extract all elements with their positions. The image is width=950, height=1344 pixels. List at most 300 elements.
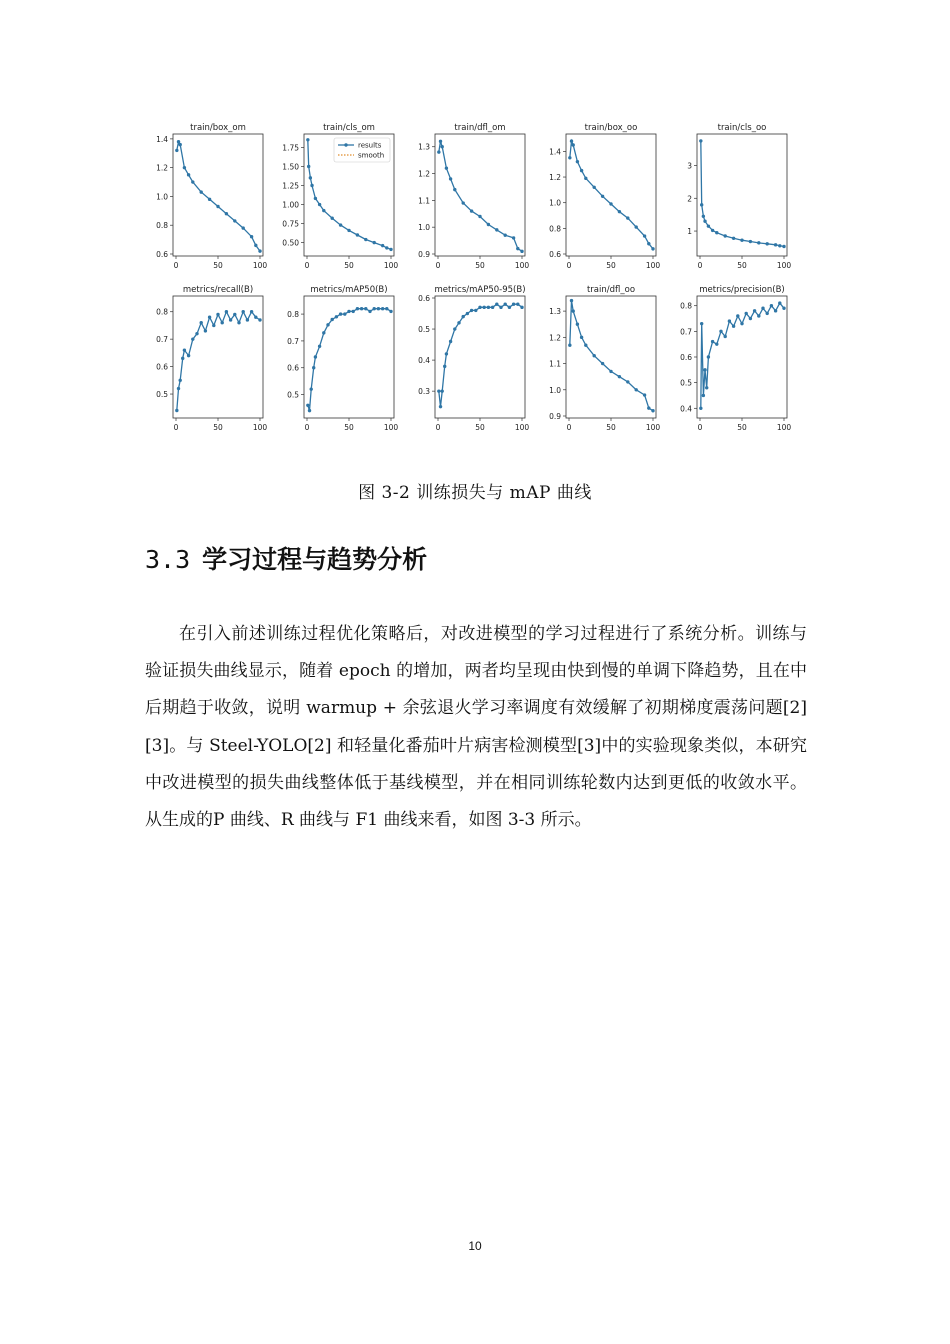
data-point bbox=[774, 243, 777, 246]
chart-title: train/dfl_om bbox=[454, 123, 506, 133]
data-point bbox=[449, 340, 452, 343]
x-tick-label: 100 bbox=[252, 423, 268, 432]
y-tick-label: 1.2 bbox=[156, 163, 168, 173]
data-point bbox=[175, 409, 178, 412]
x-tick-label: 0 bbox=[697, 261, 703, 270]
data-point bbox=[318, 345, 321, 348]
y-tick-label: 0.75 bbox=[282, 219, 299, 229]
y-tick-label: 0.50 bbox=[282, 238, 299, 248]
data-point bbox=[778, 301, 781, 304]
chart-panel bbox=[549, 285, 660, 432]
data-point bbox=[364, 307, 367, 310]
data-point bbox=[699, 139, 702, 142]
chart-title: train/cls_oo bbox=[717, 123, 767, 133]
data-point bbox=[242, 310, 245, 313]
data-point bbox=[318, 203, 321, 206]
data-point bbox=[700, 203, 703, 206]
x-tick-label: 50 bbox=[737, 261, 747, 270]
data-point bbox=[635, 388, 638, 391]
data-point bbox=[191, 337, 194, 340]
data-point bbox=[516, 247, 519, 250]
y-tick-label: 3 bbox=[687, 161, 692, 171]
data-point bbox=[601, 362, 604, 365]
data-point bbox=[208, 316, 211, 319]
y-tick-label: 0.8 bbox=[549, 224, 561, 234]
section-heading bbox=[145, 540, 427, 576]
data-point bbox=[584, 344, 587, 347]
data-point bbox=[647, 242, 650, 245]
y-tick-label: 1.3 bbox=[418, 142, 430, 152]
data-point bbox=[441, 145, 444, 148]
data-point bbox=[368, 310, 371, 313]
data-point bbox=[647, 406, 650, 409]
data-point bbox=[753, 309, 756, 312]
data-point bbox=[314, 355, 317, 358]
x-tick-label: 100 bbox=[383, 423, 399, 432]
data-point bbox=[462, 315, 465, 318]
data-point bbox=[229, 318, 232, 321]
y-tick-label: 0.7 bbox=[156, 335, 168, 345]
x-tick-label: 100 bbox=[776, 261, 792, 270]
data-point bbox=[347, 229, 350, 232]
x-tick-label: 0 bbox=[304, 423, 310, 432]
data-point bbox=[732, 325, 735, 328]
data-point bbox=[216, 205, 219, 208]
y-tick-label: 1.0 bbox=[549, 385, 561, 395]
y-tick-label: 0.6 bbox=[156, 250, 168, 259]
data-point bbox=[441, 389, 444, 392]
plot-frame bbox=[566, 134, 656, 256]
y-tick-label: 1.75 bbox=[282, 143, 299, 153]
data-point bbox=[242, 226, 245, 229]
data-point bbox=[437, 389, 440, 392]
y-tick-label: 0.8 bbox=[156, 221, 168, 231]
chart-panel bbox=[282, 123, 398, 270]
data-point bbox=[711, 340, 714, 343]
x-tick-label: 50 bbox=[606, 423, 616, 432]
y-tick-label: 0.4 bbox=[418, 356, 430, 366]
x-tick-label: 100 bbox=[776, 423, 792, 432]
series-line bbox=[177, 312, 260, 411]
data-point bbox=[584, 177, 587, 180]
data-point bbox=[326, 323, 329, 326]
y-tick-label: 0.6 bbox=[680, 353, 692, 362]
data-point bbox=[703, 368, 706, 371]
data-point bbox=[609, 202, 612, 205]
data-point bbox=[212, 324, 215, 327]
y-tick-label: 0.7 bbox=[680, 327, 692, 337]
series-line bbox=[701, 303, 784, 408]
data-point bbox=[572, 309, 575, 312]
x-tick-label: 100 bbox=[252, 261, 268, 270]
data-point bbox=[745, 312, 748, 315]
data-point bbox=[749, 240, 752, 243]
data-point bbox=[700, 322, 703, 325]
data-point bbox=[360, 307, 363, 310]
plot-frame bbox=[566, 296, 656, 418]
data-point bbox=[568, 156, 571, 159]
chart-title: train/dfl_oo bbox=[586, 285, 636, 295]
data-point bbox=[445, 166, 448, 169]
y-tick-label: 1.0 bbox=[156, 192, 168, 202]
data-point bbox=[200, 190, 203, 193]
data-point bbox=[478, 215, 481, 218]
data-point bbox=[707, 224, 710, 227]
data-point bbox=[445, 352, 448, 355]
data-point bbox=[216, 313, 219, 316]
data-point bbox=[782, 245, 785, 248]
data-point bbox=[491, 306, 494, 309]
data-point bbox=[306, 138, 309, 141]
series-line bbox=[439, 304, 522, 407]
data-point bbox=[580, 169, 583, 172]
data-point bbox=[736, 314, 739, 317]
x-tick-label: 50 bbox=[344, 423, 354, 432]
data-point bbox=[347, 310, 350, 313]
data-point bbox=[512, 236, 515, 239]
data-point bbox=[495, 303, 498, 306]
x-tick-label: 50 bbox=[213, 261, 223, 270]
data-point bbox=[724, 234, 727, 237]
data-point bbox=[512, 303, 515, 306]
data-point bbox=[335, 315, 338, 318]
chart-title: train/box_oo bbox=[584, 123, 638, 133]
data-point bbox=[576, 160, 579, 163]
data-point bbox=[782, 307, 785, 310]
legend-label: smooth bbox=[358, 151, 385, 160]
data-point bbox=[187, 354, 190, 357]
y-tick-label: 1.2 bbox=[549, 333, 561, 343]
series-line bbox=[177, 142, 260, 251]
data-point bbox=[483, 306, 486, 309]
data-point bbox=[437, 150, 440, 153]
x-tick-label: 0 bbox=[566, 423, 572, 432]
data-point bbox=[356, 307, 359, 310]
figure-svg bbox=[140, 120, 810, 446]
data-point bbox=[626, 216, 629, 219]
y-tick-label: 0.5 bbox=[156, 390, 168, 400]
data-point bbox=[761, 307, 764, 310]
data-point bbox=[385, 246, 388, 249]
data-point bbox=[504, 303, 507, 306]
data-point bbox=[504, 234, 507, 237]
data-point bbox=[702, 394, 705, 397]
x-tick-label: 50 bbox=[213, 423, 223, 432]
chart-title: metrics/recall(B) bbox=[182, 285, 254, 295]
y-tick-label: 1.4 bbox=[156, 134, 168, 144]
series-line bbox=[570, 301, 653, 411]
data-point bbox=[715, 342, 718, 345]
data-point bbox=[208, 198, 211, 201]
data-point bbox=[626, 380, 629, 383]
data-point bbox=[233, 219, 236, 222]
data-point bbox=[643, 393, 646, 396]
y-tick-label: 1.0 bbox=[549, 198, 561, 208]
y-tick-label: 1.50 bbox=[282, 162, 299, 172]
data-point bbox=[520, 306, 523, 309]
y-tick-label: 0.8 bbox=[680, 301, 692, 311]
data-point bbox=[593, 354, 596, 357]
y-tick-label: 0.5 bbox=[287, 390, 299, 400]
chart-panel bbox=[418, 285, 529, 432]
data-point bbox=[443, 365, 446, 368]
y-tick-label: 1.2 bbox=[549, 173, 561, 183]
data-point bbox=[179, 143, 182, 146]
data-point bbox=[740, 322, 743, 325]
data-point bbox=[306, 404, 309, 407]
data-point bbox=[766, 312, 769, 315]
y-tick-label: 1.25 bbox=[282, 181, 299, 191]
data-point bbox=[339, 223, 342, 226]
x-tick-label: 100 bbox=[514, 261, 530, 270]
data-point bbox=[439, 140, 442, 143]
x-tick-label: 50 bbox=[475, 261, 485, 270]
y-tick-label: 0.9 bbox=[549, 412, 561, 421]
y-tick-label: 0.9 bbox=[418, 250, 430, 259]
data-point bbox=[177, 140, 180, 143]
chart-title: train/cls_om bbox=[323, 123, 375, 133]
x-tick-label: 50 bbox=[344, 261, 354, 270]
x-tick-label: 0 bbox=[435, 423, 441, 432]
data-point bbox=[457, 321, 460, 324]
data-point bbox=[322, 209, 325, 212]
chart-panel bbox=[549, 123, 660, 270]
plot-frame bbox=[435, 296, 525, 418]
data-point bbox=[774, 309, 777, 312]
data-point bbox=[740, 239, 743, 242]
data-point bbox=[314, 197, 317, 200]
data-point bbox=[520, 250, 523, 253]
data-point bbox=[508, 306, 511, 309]
data-point bbox=[699, 407, 702, 410]
data-point bbox=[225, 212, 228, 215]
figure-training-curves bbox=[140, 120, 810, 450]
x-tick-label: 0 bbox=[697, 423, 703, 432]
data-point bbox=[352, 310, 355, 313]
y-tick-label: 1.1 bbox=[549, 359, 561, 369]
data-point bbox=[724, 335, 727, 338]
data-point bbox=[732, 237, 735, 240]
data-point bbox=[570, 139, 573, 142]
x-tick-label: 50 bbox=[737, 423, 747, 432]
data-point bbox=[618, 375, 621, 378]
data-point bbox=[339, 312, 342, 315]
data-point bbox=[470, 309, 473, 312]
data-point bbox=[495, 228, 498, 231]
data-point bbox=[179, 379, 182, 382]
data-point bbox=[254, 316, 257, 319]
plot-frame bbox=[304, 296, 394, 418]
y-tick-label: 0.6 bbox=[287, 363, 299, 373]
data-point bbox=[474, 309, 477, 312]
data-point bbox=[322, 331, 325, 334]
data-point bbox=[237, 321, 240, 324]
data-point bbox=[462, 201, 465, 204]
y-tick-label: 1.4 bbox=[549, 147, 561, 157]
data-point bbox=[225, 310, 228, 313]
data-point bbox=[381, 307, 384, 310]
data-point bbox=[175, 149, 178, 152]
chart-title: metrics/precision(B) bbox=[699, 285, 785, 295]
y-tick-label: 2 bbox=[687, 194, 692, 204]
data-point bbox=[719, 330, 722, 333]
y-tick-label: 0.5 bbox=[680, 378, 692, 388]
y-tick-label: 0.8 bbox=[156, 307, 168, 317]
y-tick-label: 0.6 bbox=[156, 362, 168, 372]
chart-panel bbox=[287, 285, 398, 432]
data-point bbox=[312, 366, 315, 369]
data-point bbox=[389, 248, 392, 251]
chart-panel bbox=[680, 285, 791, 432]
data-point bbox=[757, 241, 760, 244]
chart-title: metrics/mAP50(B) bbox=[310, 285, 388, 295]
data-point bbox=[570, 299, 573, 302]
data-point bbox=[258, 249, 261, 252]
data-point bbox=[373, 241, 376, 244]
y-tick-label: 1.0 bbox=[418, 223, 430, 233]
data-point bbox=[200, 321, 203, 324]
x-tick-label: 0 bbox=[566, 261, 572, 270]
y-tick-label: 0.4 bbox=[680, 404, 692, 414]
data-point bbox=[307, 165, 310, 168]
chart-title: train/box_om bbox=[190, 123, 246, 133]
data-point bbox=[183, 166, 186, 169]
section-title: 学习过程与趋势分析 bbox=[202, 545, 428, 574]
data-point bbox=[466, 312, 469, 315]
data-point bbox=[258, 318, 261, 321]
x-tick-label: 50 bbox=[606, 261, 616, 270]
data-point bbox=[309, 176, 312, 179]
data-point bbox=[449, 177, 452, 180]
data-point bbox=[310, 184, 313, 187]
legend-results-marker bbox=[344, 143, 347, 146]
data-point bbox=[568, 344, 571, 347]
x-tick-label: 100 bbox=[645, 261, 661, 270]
data-point bbox=[377, 307, 380, 310]
x-tick-label: 0 bbox=[173, 423, 179, 432]
data-point bbox=[195, 332, 198, 335]
data-point bbox=[310, 387, 313, 390]
y-tick-label: 0.5 bbox=[418, 325, 430, 335]
y-tick-label: 0.7 bbox=[287, 336, 299, 346]
data-point bbox=[364, 238, 367, 241]
plot-frame bbox=[697, 296, 787, 418]
data-point bbox=[651, 409, 654, 412]
section-number: 3.3 bbox=[145, 545, 191, 574]
chart-panel bbox=[156, 285, 267, 432]
data-point bbox=[246, 318, 249, 321]
data-point bbox=[343, 312, 346, 315]
data-point bbox=[191, 180, 194, 183]
x-tick-label: 0 bbox=[173, 261, 179, 270]
data-point bbox=[453, 188, 456, 191]
data-point bbox=[711, 229, 714, 232]
plot-frame bbox=[697, 134, 787, 256]
body-paragraph: 在引入前述训练过程优化策略后，对改进模型的学习过程进行了系统分析。训练与验证损失曲线显示，随着 epoch 的增加，两者均呈现由快到慢的单调下降趋势，且在中后期趋于收敛，说明 warmup + 余弦退火学习率调度有效缓解了初期梯度震荡问题[2][3]。与 Steel-YOLO[2] 和轻量化番茄叶片病害检测模型[3]中的实验现象类似，本研究中改进模型的损失曲线整体低于基线模型，并在相同训练轮数内达到更低的收敛水平。从生成的P 曲线、R 曲线与 F1 曲线来看，如图 3-3 所示。 bbox=[145, 624, 807, 831]
y-tick-label: 1.2 bbox=[418, 169, 430, 179]
legend-label: results bbox=[358, 141, 382, 150]
x-tick-label: 100 bbox=[645, 423, 661, 432]
series-line bbox=[308, 309, 391, 411]
plot-frame bbox=[173, 134, 263, 256]
data-point bbox=[749, 317, 752, 320]
data-point bbox=[250, 310, 253, 313]
data-point bbox=[572, 143, 575, 146]
y-tick-label: 0.3 bbox=[418, 387, 430, 397]
data-point bbox=[766, 242, 769, 245]
data-point bbox=[254, 244, 257, 247]
data-point bbox=[389, 310, 392, 313]
data-point bbox=[778, 244, 781, 247]
data-point bbox=[381, 244, 384, 247]
data-point bbox=[593, 186, 596, 189]
y-tick-label: 0.6 bbox=[549, 250, 561, 259]
data-point bbox=[181, 357, 184, 360]
data-point bbox=[635, 225, 638, 228]
chart-panel bbox=[687, 123, 791, 270]
data-point bbox=[601, 195, 604, 198]
data-point bbox=[177, 387, 180, 390]
data-point bbox=[499, 306, 502, 309]
data-point bbox=[204, 329, 207, 332]
data-point bbox=[703, 220, 706, 223]
data-point bbox=[707, 355, 710, 358]
data-point bbox=[308, 409, 311, 412]
data-point bbox=[183, 348, 186, 351]
y-tick-label: 1.1 bbox=[418, 196, 430, 206]
figure-caption: 图 3-2 训练损失与 mAP 曲线 bbox=[358, 483, 592, 503]
y-tick-label: 1.3 bbox=[549, 307, 561, 317]
data-point bbox=[715, 231, 718, 234]
data-point bbox=[618, 210, 621, 213]
data-point bbox=[478, 306, 481, 309]
data-point bbox=[643, 234, 646, 237]
x-tick-label: 0 bbox=[304, 261, 310, 270]
data-point bbox=[385, 307, 388, 310]
data-point bbox=[187, 173, 190, 176]
data-point bbox=[580, 336, 583, 339]
data-point bbox=[609, 370, 612, 373]
data-point bbox=[576, 323, 579, 326]
x-tick-label: 100 bbox=[383, 261, 399, 270]
data-point bbox=[221, 321, 224, 324]
x-tick-label: 50 bbox=[475, 423, 485, 432]
y-tick-label: 1.00 bbox=[282, 200, 299, 210]
chart-panel bbox=[156, 123, 267, 270]
chart-panel bbox=[418, 123, 529, 270]
y-tick-label: 0.6 bbox=[418, 294, 430, 303]
data-point bbox=[487, 306, 490, 309]
data-point bbox=[728, 319, 731, 322]
data-point bbox=[439, 405, 442, 408]
y-tick-label: 0.8 bbox=[287, 310, 299, 320]
data-point bbox=[470, 209, 473, 212]
x-tick-label: 0 bbox=[435, 261, 441, 270]
y-tick-label: 1 bbox=[687, 227, 692, 237]
chart-title: metrics/mAP50-95(B) bbox=[434, 285, 526, 295]
data-point bbox=[770, 304, 773, 307]
data-point bbox=[356, 233, 359, 236]
data-point bbox=[757, 314, 760, 317]
data-point bbox=[233, 313, 236, 316]
data-point bbox=[702, 215, 705, 218]
data-point bbox=[250, 235, 253, 238]
data-point bbox=[487, 223, 490, 226]
x-tick-label: 100 bbox=[514, 423, 530, 432]
data-point bbox=[705, 386, 708, 389]
data-point bbox=[373, 307, 376, 310]
series-line bbox=[570, 141, 653, 249]
